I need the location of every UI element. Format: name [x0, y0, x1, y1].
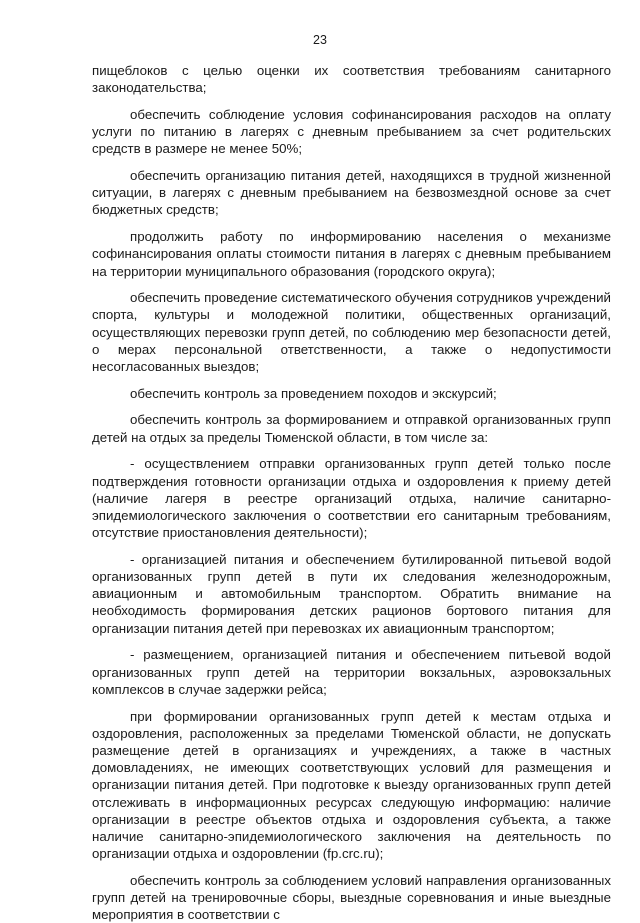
paragraph: обеспечить контроль за формированием и отправкой организованных групп детей на отдых за пределы Тюменской области, в том числе за:	[92, 412, 611, 445]
list-item: - размещением, организацией питания и обеспечением питьевой водой организованных групп детей на территории вокзальных, аэровокзальных комплексов в случае задержки рейса;	[92, 647, 611, 697]
paragraph: обеспечить проведение систематического обучения сотрудников учреждений спорта, культуры и молодежной политики, общественных организаций, осуществляющих перевозки групп детей, по соблюдению мер безопасности детей, о мерах персональной ответственности, а также о недопустимости несогласованных выездов;	[92, 290, 611, 375]
page-number: 23	[313, 33, 327, 47]
paragraph: обеспечить организацию питания детей, находящихся в трудной жизненной ситуации, в лагерях с дневным пребыванием на безвозмездной основе за счет бюджетных средств;	[92, 168, 611, 218]
list-item: - организацией питания и обеспечением бутилированной питьевой водой организованных групп детей в пути их следования железнодорожным, авиационным и автомобильным транспортом. Обратить внимание на необходимость формирования детских рационов бортового питания для организации питания детей при перевозках их авиационным транспортом;	[92, 551, 611, 636]
list-item: - осуществлением отправки организованных групп детей только после подтверждения готовности организации отдыха и оздоровления к приему детей (наличие лагеря в реестре организаций отдыха, наличие санитарно-эпидемиологического заключения о соответствии его санитарным требованиям, отсутствие приостановления деятельности);	[92, 456, 611, 541]
paragraph: при формировании организованных групп детей к местам отдыха и оздоровления, расположенных за пределами Тюменской области, не допускать размещение детей в организациях и учреждениях, а также в частных домовладениях, не имеющих соответствующих условий для размещения и организации питания детей. При подготовке к выезду организованных групп детей отслеживать в информационных ресурсах следующую информацию: наличие организации в реестре объектов отдыха и оздоровления субъекта, а также наличие санитарно-эпидемиологического заключения на деятельность по организации отдыха и оздоровлении (fp.crc.ru);	[92, 708, 611, 862]
paragraph: продолжить работу по информированию населения о механизме софинансирования оплаты стоимости питания в лагерях с дневным пребыванием на территории муниципального образования (городского округа);	[92, 229, 611, 279]
paragraph: обеспечить соблюдение условия софинансирования расходов на оплату услуги по питанию в лагерях с дневным пребыванием за счет родительских средств в размере не менее 50%;	[92, 106, 611, 157]
paragraph: пищеблоков с целью оценки их соответствия требованиям санитарного законодательства;	[92, 63, 611, 96]
paragraph: обеспечить контроль за проведением походов и экскурсий;	[130, 385, 497, 401]
document-body	[92, 62, 611, 923]
paragraph: обеспечить контроль за соблюдением условий направления организованных групп детей на тренировочные сборы, выездные соревнования и иные выездные мероприятия в соответствии с	[92, 872, 611, 923]
